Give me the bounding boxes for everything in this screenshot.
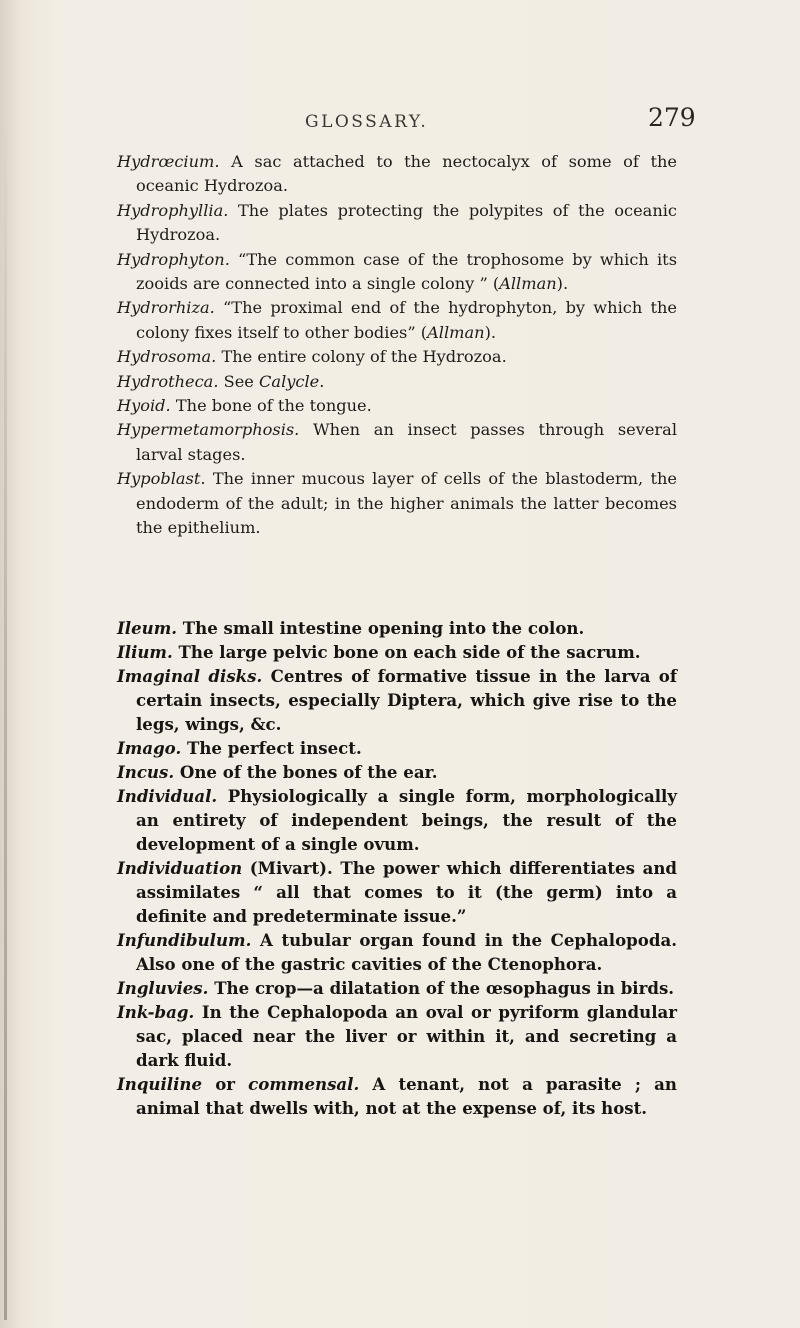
glossary-entry [117,370,677,394]
glossary-entry [117,418,677,467]
entry-tail: A tenant, not a parasite ; an animal that dwells with, not at the expense of, its host. [136,1074,677,1118]
entry-definition: The large pelvic bone on each side of the sacrum. [172,642,641,662]
entry-definition: or [202,1074,249,1094]
entry-term: Hydrotheca. [117,371,219,391]
entry-definition: In the Cephalopoda an oval or pyriform glandular sac, placed near the liver or within it, and secreting a dark fluid. [136,1002,677,1070]
entry-definition: The inner mucous layer of cells of the blastoderm, the endoderm of the adult; in the higher animals the latter becomes the epithelium. [136,469,677,538]
entry-term: Incus. [117,762,175,782]
glossary-entry [117,856,677,928]
running-head: GLOSSARY. [305,112,429,132]
entry-source: Calycle [259,371,320,391]
entry-term: Inquiline [117,1074,203,1094]
entry-definition: The plates protecting the polypites of the oceanic Hydrozoa. [136,200,677,245]
entry-definition: The small intestine opening into the colon. [177,618,585,638]
glossary-section-h [117,150,677,541]
glossary-entry [117,296,677,345]
glossary-section-i [117,616,677,1120]
glossary-entry [117,976,677,1000]
glossary-entry [117,199,677,248]
glossary-entry [117,664,677,736]
entry-term: Hypoblast. [117,469,206,489]
entry-term: Hypermetamorphosis. [117,420,300,440]
entry-term: Individual. [117,786,218,806]
glossary-entry [117,736,677,760]
glossary-entry [117,784,677,856]
glossary-entry [117,616,677,640]
glossary-entry [117,1072,677,1120]
entry-definition: The bone of the tongue. [170,396,372,416]
entry-source: Allman [427,322,485,342]
entry-definition: Physiologically a single form, morphologically an entirety of independent beings, the result of the development of a single ovum. [136,786,677,854]
entry-definition: When an insect passes through several larval stages. [136,420,677,464]
glossary-entry [117,150,677,199]
glossary-entry [117,928,677,976]
entry-source: Allman [499,274,557,294]
entry-definition: A tubular organ found in the Cephalopoda. Also one of the gastric cavities of the Ctenophora. [136,930,677,974]
binding-shadow [4,120,7,1320]
glossary-entry [117,248,677,297]
entry-definition: The crop—a dilatation of the œsophagus in birds. [208,978,675,998]
entry-term: Ileum. [117,618,178,638]
entry-term: Hydrophyton. [117,249,230,269]
entry-term: Hydrœcium. [117,152,220,171]
entry-tail: ). [484,322,497,342]
glossary-entry [117,467,677,540]
entry-term: Hydrophyllia. [117,200,229,220]
page-number: 279 [648,103,696,132]
entry-term: Hydrorhiza. [117,298,215,318]
entry-definition: “The proximal end of the hydrophyton, by which the colony fixes itself to other bodies” ( [136,298,677,342]
glossary-entry [117,640,677,664]
glossary-entry [117,760,677,784]
entry-definition: The entire colony of the Hydrozoa. [216,347,507,367]
entry-tail: ). [556,274,569,294]
entry-definition: The perfect insect. [181,738,362,758]
glossary-entry [117,345,677,369]
entry-term: Ink-bag. [117,1002,195,1022]
entry-definition: One of the bones of the ear. [174,762,438,782]
entry-term: Individuation [117,858,243,878]
entry-term: Imago. [117,738,182,758]
entry-term: Infundibulum. [117,930,252,950]
glossary-entry [117,394,677,418]
entry-term: Hyoid. [117,396,171,416]
entry-definition: (Mivart). The power which differentiates and assimilates “ all that comes to it (the germ) into a definite and predeterminate issue.” [136,858,677,926]
entry-term: Imaginal disks. [117,666,263,686]
entry-definition: See [218,371,260,391]
entry-alt-term: commensal. [248,1074,360,1094]
entry-term: Ilium. [117,642,173,662]
entry-definition: Centres of formative tissue in the larva of certain insects, especially Diptera, which give rise to the legs, wings, &c. [136,666,677,734]
page-header [0,100,800,140]
entry-term: Ingluvies. [117,978,209,998]
entry-tail: . [319,371,325,391]
entry-term: Hydrosoma. [117,347,217,367]
entry-definition: “The common case of the trophosome by which its zooids are connected into a single colony ” ( [136,249,677,294]
glossary-entry [117,1000,677,1072]
entry-definition: A sac attached to the nectocalyx of some of the oceanic Hydrozoa. [136,152,677,196]
